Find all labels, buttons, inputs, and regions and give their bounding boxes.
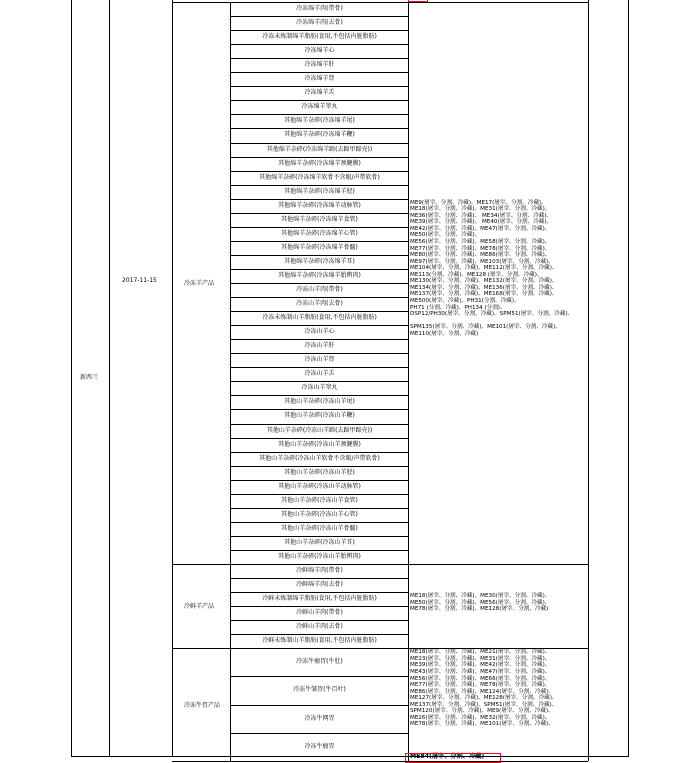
table-rule	[230, 241, 408, 242]
approved-code-line: ME137(屠宰、分割、冷藏)、ME168(屠宰、分割、冷藏)、	[410, 291, 558, 298]
table-rule	[230, 44, 408, 45]
product-name-cell: 其他山羊杂碎(冷冻山羊耳)	[284, 538, 355, 546]
product-name-cell: 冷鲜绵羊肉(去骨)	[296, 581, 343, 589]
table-rule	[230, 634, 408, 635]
product-name-cell: 其他绵羊杂碎(冷冻绵羊耳)	[284, 257, 355, 265]
table-rule	[230, 494, 408, 495]
approved-code-line: ME137(屠宰、分割、冷藏)、SPM51(屠宰、分割、冷藏)、	[410, 701, 558, 708]
approved-code-line: ME39(屠宰、分割、冷藏)、ME42(屠宰、分割、冷藏)、	[410, 662, 551, 669]
product-name-cell: 冷鲜绵羊肉(带骨)	[296, 567, 343, 574]
product-name-cell: 其他绵羊杂碎(冷冻绵羊蹄(去蹄甲蹄壳))	[266, 145, 373, 153]
table-rule	[230, 143, 408, 144]
table-rule	[230, 255, 408, 256]
table-rule	[230, 30, 408, 31]
product-name-cell: 其他绵羊杂碎(冷冻绵羊尾)	[284, 117, 355, 125]
table-rule	[230, 269, 408, 270]
approved-code-line: ME110(屠宰、分割、冷藏)	[410, 330, 479, 337]
table-rule	[230, 213, 408, 214]
product-name-cell: 冷冻山羊心	[304, 328, 335, 336]
approved-code-line: ME18(屠宰、分割、冷藏)、ME21(屠宰、分割、冷藏)、	[410, 649, 551, 656]
approved-code-line: ME97(屠宰、分割、冷藏)、ME103(屠宰、分割、冷藏)、	[410, 258, 554, 265]
table-rule	[230, 297, 408, 298]
product-name-cell: 冷冻牛皱胃(牛百叶)	[293, 686, 346, 694]
product-name-cell: 其他绵羊杂碎(冷冻绵羊胎辨肉)	[278, 271, 361, 279]
table-rule	[230, 592, 408, 593]
approved-code-line: ME18(屠宰、分割、冷藏)、ME30(屠宰、分割、冷藏)、	[410, 593, 551, 600]
approved-code-line: ME113(分割、冷藏)、ME128 (屠宰、分割、冷藏)、	[410, 271, 543, 278]
product-name-cell: 冷冻未炼制山羊脂肪(食用,不包括内脏脂肪)	[262, 314, 377, 322]
approved-code-line: DSP12/PH30(屠宰、分割、冷藏)、SPM51(屠宰、分割、冷藏)、	[410, 311, 574, 318]
product-name-cell: 冷冻绵羊肝	[304, 61, 335, 69]
approved-code-line: ME50(屠宰、分割、冷藏)、	[410, 232, 481, 239]
product-name-cell: 其他绵羊杂碎(冷冻绵羊动脉管)	[278, 201, 361, 209]
table-rule	[71, 0, 72, 757]
product-name-cell: 冷冻绵羊心	[304, 47, 335, 55]
product-name-cell: 其他绵羊杂碎(冷冻绵羊骨髓)	[281, 243, 358, 251]
approved-code-line: ME23(屠宰、分割、冷藏)、ME31(屠宰、分割、冷藏)、	[410, 655, 551, 662]
category-label: 冷鲜羊产品	[184, 603, 215, 611]
table-rule	[230, 480, 408, 481]
table-rule	[230, 705, 408, 706]
product-name-cell: 冷冻牛瘤胃(牛肚)	[296, 658, 343, 666]
approved-code-line: ME77(屠宰、分割、冷藏)、ME78(屠宰、分割、冷藏)、	[410, 682, 551, 689]
category-label: 冷冻牛胃产品	[184, 701, 221, 709]
table-rule	[230, 620, 408, 621]
product-name-cell: 其他山羊杂碎(冷冻山羊动脉管)	[278, 482, 361, 490]
table-rule	[230, 508, 408, 509]
approved-code-line: ME86(屠宰、分割、冷藏)、ME124(屠宰、分割、冷藏)、	[410, 688, 554, 695]
table-rule	[230, 311, 408, 312]
table-rule	[230, 86, 408, 87]
approved-code-line: SPM120(屠宰、分割、冷藏)、ME9(屠宰、分割、冷藏)、	[410, 708, 554, 715]
approved-code-line: ME500(屠宰、冷藏)、PH31(分割、冷藏)、	[410, 297, 520, 304]
approved-code-line: ME77(屠宰、分割、冷藏)、ME78(屠宰、分割、冷藏)、	[410, 245, 551, 252]
product-name-cell: 冷冻绵羊肉(带骨)	[296, 5, 343, 12]
table-rule	[230, 325, 408, 326]
table-rule	[230, 157, 408, 158]
product-name-cell: 冷鲜山羊肉(带骨)	[296, 609, 343, 617]
approved-code-line: ME78(屠宰、分割、冷藏)、ME128(屠宰、分割、冷藏)	[410, 606, 549, 613]
product-name-cell: 冷冻山羊肾	[304, 356, 335, 364]
table-rule	[230, 395, 408, 396]
table-rule	[230, 522, 408, 523]
approved-code-line: ME39(屠宰、分割、冷藏)、 ME40(屠宰、分割、冷藏)、	[410, 219, 553, 226]
approved-code-line: ME56(屠宰、分割、冷藏)、ME58(屠宰、分割、冷藏)、	[410, 239, 551, 245]
approved-code-line: ME130(屠宰、分割、冷藏)、ME132(屠宰、分割、冷藏)、	[410, 278, 558, 285]
product-name-cell: 其他山羊杂碎(冷冻山羊鞭)	[284, 412, 355, 420]
category-label: 冷冻羊产品	[184, 280, 215, 287]
product-name-cell: 冷冻绵羊睾丸	[301, 103, 338, 111]
product-name-cell: 其他山羊杂碎(冷冻山羊软骨不含眼/声带软骨)	[259, 454, 380, 462]
table-rule	[230, 353, 408, 354]
product-name-cell: 其他山羊杂碎(冷冻山羊食管)	[281, 496, 358, 504]
table-rule	[109, 0, 110, 757]
product-name-cell: 其他绵羊杂碎(冷冻绵羊食管)	[281, 215, 358, 223]
product-name-cell: 其他山羊杂碎(冷冻山羊骨髓)	[281, 524, 358, 532]
approved-code-line: ME50(屠宰、分割、冷藏)、ME56(屠宰、分割、冷藏)、	[410, 599, 551, 606]
product-name-cell: 冷冻牛瘤胃	[304, 742, 335, 750]
approved-code-line: ME127(屠宰、分割、冷藏)、ME128(屠宰、分割、冷藏)、	[410, 695, 558, 702]
table-rule	[230, 339, 408, 340]
product-name-cell: 冷冻山羊肉(去骨)	[296, 300, 343, 308]
table-rule	[230, 578, 408, 579]
approved-code-line: PH71 (分割、冷藏)、PH134 (分割)、	[410, 304, 506, 311]
table-rule	[230, 536, 408, 537]
product-name-cell: 冷冻山羊睾丸	[301, 384, 338, 392]
approved-code-line: ME18(屠宰、分割、冷藏)、ME31(屠宰、分割、冷藏)、	[410, 206, 551, 213]
table-rule	[230, 72, 408, 73]
table-rule	[230, 128, 408, 129]
date-cell: 2017-11-15	[122, 277, 157, 284]
approved-code-line: ME134(屠宰、分割、冷藏)、ME136(屠宰、分割、冷藏)、	[410, 284, 558, 291]
table-rule	[230, 227, 408, 228]
table-rule	[230, 114, 408, 115]
product-name-cell: 冷鲜未炼制山羊脂肪(食用,不包括内脏脂肪)	[262, 637, 377, 645]
product-name-cell: 其他绵羊杂碎(冷冻绵羊颈腱膜)	[278, 159, 361, 167]
product-name-cell: 冷冻山羊舌	[304, 370, 335, 378]
approved-code-line: ME43(屠宰、分割、冷藏)、ME47(屠宰、分割、冷藏)、	[410, 668, 551, 675]
product-name-cell: 其他山羊杂碎(冷冻山羊尾)	[284, 398, 355, 406]
table-rule	[230, 58, 408, 59]
table-rule	[230, 409, 408, 410]
approved-code-line: ME26(屠宰、分割、冷藏)、ME32(屠宰、分割、冷藏)、	[410, 714, 551, 721]
table-rule	[230, 367, 408, 368]
table-rule	[172, 0, 173, 757]
approved-code-line: ME104(屠宰、分割、冷藏)、ME112(屠宰、分割、冷藏)、	[410, 265, 558, 272]
table-rule	[230, 438, 408, 439]
product-name-cell: 其他山羊杂碎(冷冻山羊蹄(去蹄甲蹄壳))	[266, 426, 373, 434]
product-name-cell: 其他山羊杂碎(冷冻山羊胎辨肉)	[278, 552, 361, 560]
table-rule	[230, 283, 408, 284]
product-name-cell: 冷冻绵羊舌	[304, 89, 335, 97]
table-rule	[230, 466, 408, 467]
approved-code-line: SPM135(屠宰、分割、冷藏)、ME101(屠宰、分割、冷藏)、	[410, 324, 561, 331]
product-name-cell: 其他绵羊杂碎(冷冻绵羊胫)	[284, 187, 355, 195]
table-rule	[230, 16, 408, 17]
table-rule	[230, 185, 408, 186]
table-rule	[230, 100, 408, 101]
table-rule	[230, 606, 408, 607]
product-name-cell: 其他山羊杂碎(冷冻山羊颈腱膜)	[278, 440, 361, 448]
approved-code-line: ME56(屠宰、分割、冷藏)、ME66(屠宰、分割、冷藏)、	[410, 675, 551, 682]
product-name-cell: 冷鲜未炼制绵羊脂肪(食用,不包括内脏脂肪)	[262, 595, 377, 603]
table-rule	[230, 199, 408, 200]
product-name-cell: 冷鲜山羊肉(去骨)	[296, 623, 343, 631]
table-rule	[172, 761, 588, 762]
approved-code-line: ME42(屠宰、分割、冷藏)、ME47(屠宰、分割、冷藏)、	[410, 225, 551, 232]
product-name-cell: 其他山羊杂碎(冷冻山羊胫)	[284, 468, 355, 476]
product-name-cell: 冷冻绵羊肾	[304, 75, 335, 83]
product-name-cell: 冷冻牛网胃	[304, 714, 335, 722]
product-name-cell: 冷冻山羊肉(带骨)	[296, 286, 343, 293]
approved-code-line: ME9(屠宰、分割、冷藏)、ME17(屠宰、分割、冷藏)、	[410, 199, 547, 206]
table-rule	[230, 452, 408, 453]
country-cell: 新西兰	[80, 374, 99, 381]
product-name-cell: 其他山羊杂碎(冷冻山羊心管)	[281, 510, 358, 518]
table-rule	[408, 0, 409, 761]
table-rule	[230, 733, 408, 734]
table-rule	[230, 676, 408, 677]
product-name-cell: 其他绵羊杂碎(冷冻绵羊软骨不含眼/声带软骨)	[259, 173, 380, 181]
table-rule	[230, 424, 408, 425]
table-rule	[230, 550, 408, 551]
table-rule	[588, 0, 589, 761]
table-rule	[230, 381, 408, 382]
product-name-cell: 冷冻未炼制绵羊脂肪(食用,不包括内脏脂肪)	[262, 33, 377, 41]
product-name-cell: 冷冻绵羊肉(去骨)	[296, 19, 343, 27]
approved-code-line: ME78(屠宰、分割、冷藏)、ME101(屠宰、分割、冷藏)、	[410, 721, 554, 728]
approved-code-line: ME36(屠宰、分割、冷藏)、 ME34(屠宰、分割、冷藏)、	[410, 212, 553, 219]
product-name-cell: 其他绵羊杂碎(冷冻绵羊心管)	[281, 229, 358, 237]
product-name-cell: 冷冻山羊肝	[304, 342, 335, 350]
top-highlight-fragment	[408, 0, 428, 2]
table-rule	[230, 171, 408, 172]
table-rule	[628, 0, 629, 757]
approved-code-line: ME80(屠宰、分割、冷藏)、ME86(屠宰、分割、冷藏)、	[410, 252, 551, 259]
product-name-cell: 其他绵羊杂碎(冷冻绵羊鞭)	[284, 131, 355, 139]
